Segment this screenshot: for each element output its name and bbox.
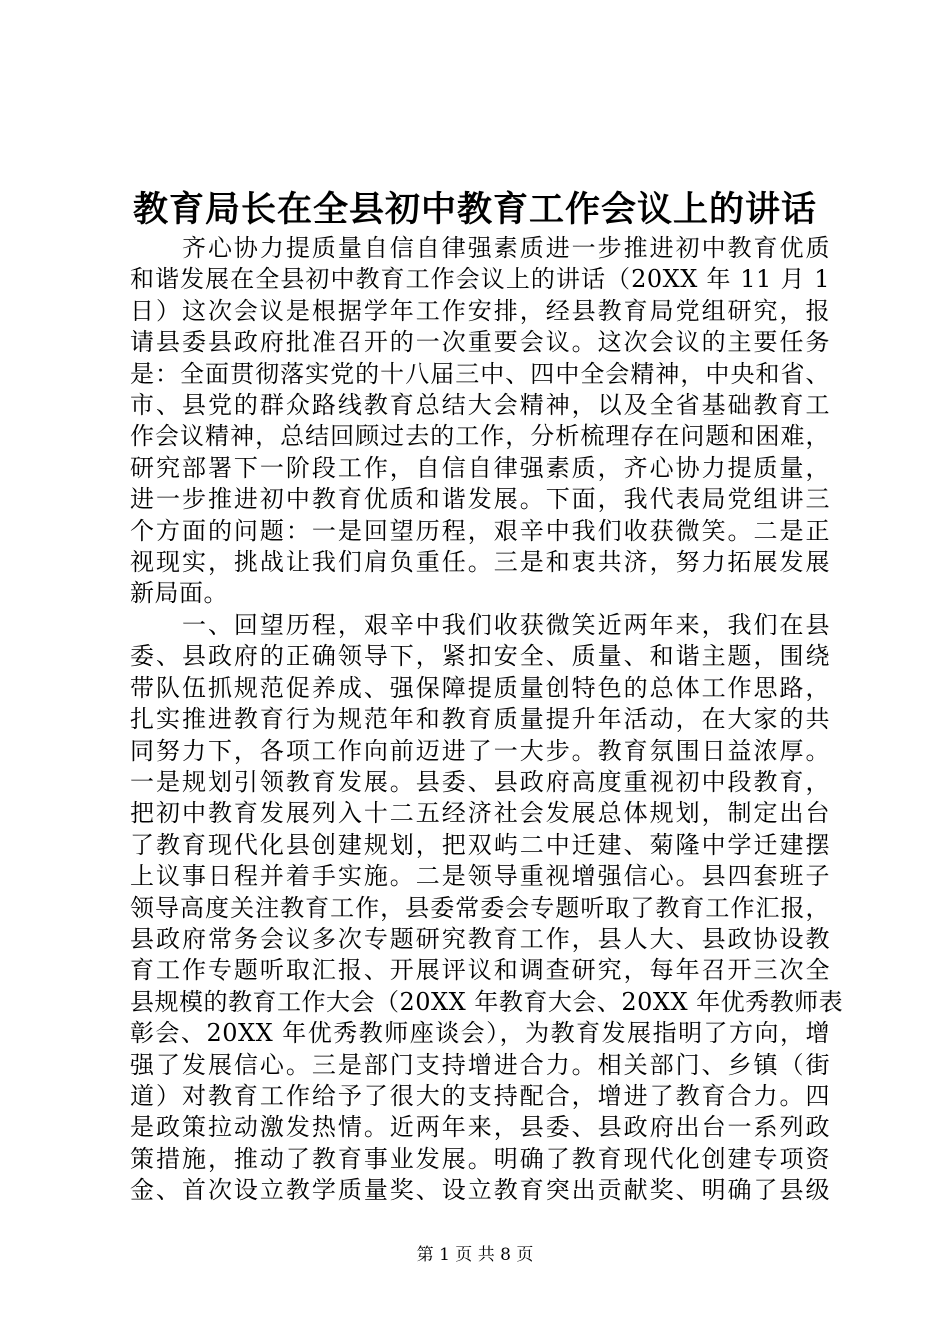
body-line: 县规模的教育工作大会（20XX 年教育大会、20XX 年优秀教师表	[130, 987, 844, 1016]
body-line: 和谐发展在全县初中教育工作会议上的讲话（20XX 年 11 月 1	[130, 265, 830, 294]
body-line: 请县委县政府批准召开的一次重要会议。这次会议的主要任务	[130, 328, 830, 357]
body-line: 作会议精神，总结回顾过去的工作，分析梳理存在问题和困难，	[130, 422, 830, 451]
document-title: 教育局长在全县初中教育工作会议上的讲话	[132, 189, 817, 230]
body-line: 策措施，推动了教育事业发展。明确了教育现代化创建专项资	[130, 1144, 830, 1173]
document-body	[130, 233, 844, 1207]
body-line: 委、县政府的正确领导下，紧扣安全、质量、和谐主题，围绕	[130, 642, 830, 671]
body-line: 把初中教育发展列入十二五经济社会发展总体规划，制定出台	[130, 799, 830, 828]
body-line: 育工作专题听取汇报、开展评议和调查研究，每年召开三次全	[130, 956, 830, 985]
body-line: 金、首次设立教学质量奖、设立教育突出贡献奖、明确了县级	[130, 1176, 830, 1205]
body-line: 进一步推进初中教育优质和谐发展。下面，我代表局党组讲三	[130, 485, 830, 514]
body-line: 个方面的问题：一是回望历程，艰辛中我们收获微笑。二是正	[130, 516, 830, 545]
body-line: 扎实推进教育行为规范年和教育质量提升年活动，在大家的共	[130, 705, 830, 734]
body-line: 研究部署下一阶段工作，自信自律强素质，齐心协力提质量，	[130, 453, 830, 482]
body-line: 一、回望历程，艰辛中我们收获微笑近两年来，我们在县	[130, 610, 830, 639]
body-line: 彰会、20XX 年优秀教师座谈会），为教育发展指明了方向，增	[130, 1019, 830, 1048]
body-line: 一是规划引领教育发展。县委、县政府高度重视初中段教育，	[130, 767, 830, 796]
body-line: 齐心协力提质量自信自律强素质进一步推进初中教育优质	[130, 234, 830, 262]
body-line: 新局面。	[130, 579, 228, 608]
body-line: 是政策拉动激发热情。近两年来，县委、县政府出台一系列政	[130, 1113, 830, 1142]
page-footer: 第 1 页 共 8 页	[416, 1245, 534, 1265]
body-line: 了教育现代化县创建规划，把双屿二中迁建、菊隆中学迁建摆	[130, 830, 830, 859]
body-line: 领导高度关注教育工作，县委常委会专题听取了教育工作汇报，	[130, 893, 830, 922]
body-line: 同努力下，各项工作向前迈进了一大步。教育氛围日益浓厚。	[130, 736, 830, 765]
body-line: 县政府常务会议多次专题研究教育工作，县人大、县政协设教	[130, 924, 830, 953]
body-line: 强了发展信心。三是部门支持增进合力。相关部门、乡镇（街	[130, 1050, 830, 1079]
body-line: 上议事日程并着手实施。二是领导重视增强信心。县四套班子	[130, 862, 830, 891]
body-line: 是：全面贯彻落实党的十八届三中、四中全会精神，中央和省、	[130, 359, 830, 388]
body-line: 带队伍抓规范促养成、强保障提质量创特色的总体工作思路，	[130, 673, 830, 702]
body-line: 视现实，挑战让我们肩负重任。三是和衷共济，努力拓展发展	[130, 548, 830, 577]
body-line: 市、县党的群众路线教育总结大会精神，以及全省基础教育工	[130, 391, 830, 420]
body-line: 日）这次会议是根据学年工作安排，经县教育局党组研究，报	[130, 296, 830, 325]
body-line: 道）对教育工作给予了很大的支持配合，增进了教育合力。四	[130, 1081, 830, 1110]
